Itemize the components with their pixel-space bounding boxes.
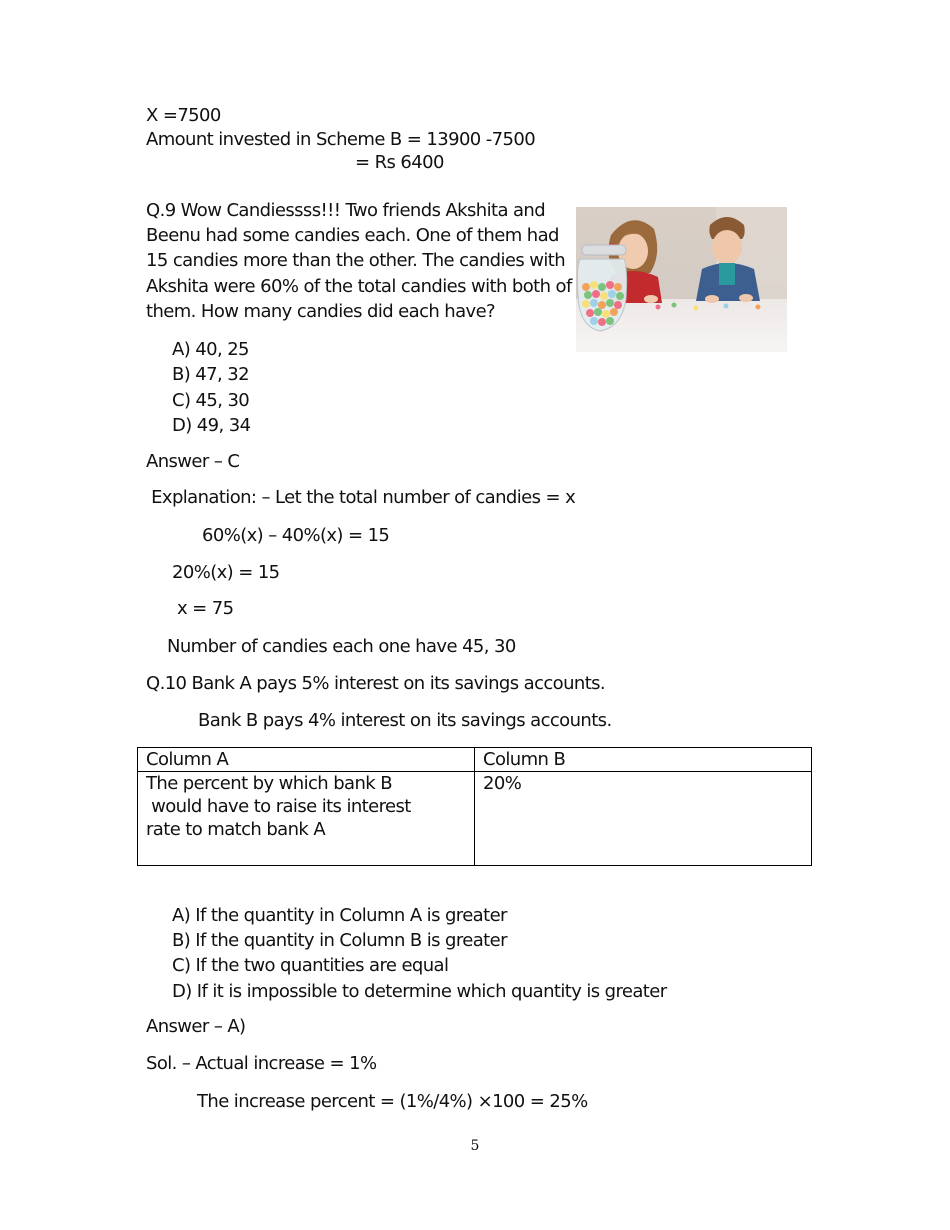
q10-option-a: A) If the quantity in Column A is greater <box>172 905 507 926</box>
q10-options <box>172 903 667 1004</box>
q9-option-a: A) 40, 25 <box>172 339 249 360</box>
q9-step-1: 60%(x) – 40%(x) = 15 <box>202 525 390 546</box>
table-header-row <box>138 748 812 772</box>
q10-question-line-1: Q.10 Bank A pays 5% interest on its savings accounts. <box>146 673 606 694</box>
comparison-table <box>137 747 812 866</box>
column-a-line: The percent by which bank B <box>146 773 392 794</box>
children-candies-photo <box>576 207 787 352</box>
page-number: 5 <box>470 1138 480 1154</box>
scheme-b-result: = Rs 6400 <box>355 152 444 173</box>
q9-option-b: B) 47, 32 <box>172 364 249 386</box>
q9-line: them. How many candies did each have? <box>146 300 496 322</box>
column-b-header: Column B <box>475 748 812 772</box>
q9-options <box>172 337 250 438</box>
q9-step-2: 20%(x) = 15 <box>172 562 280 583</box>
column-b-cell: 20% <box>475 772 812 866</box>
table-row <box>138 772 812 866</box>
q10-option-b: B) If the quantity in Column B is greater <box>172 930 507 952</box>
q10-question-line-2: Bank B pays 4% interest on its savings accounts. <box>198 710 612 731</box>
q9-option-d: D) 49, 34 <box>172 414 251 436</box>
q9-explanation: Explanation: – Let the total number of candies = x <box>146 487 576 508</box>
equation-x-value: X =7500 <box>146 105 221 126</box>
column-a-line: would have to raise its interest <box>146 796 411 817</box>
q10-answer: Answer – A) <box>146 1016 246 1037</box>
q9-answer: Answer – C <box>146 451 240 472</box>
q10-option-c: C) If the two quantities are equal <box>172 955 449 977</box>
column-a-header: Column A <box>138 748 475 772</box>
q9-question <box>146 198 572 324</box>
column-a-cell <box>138 772 475 866</box>
q9-option-c: C) 45, 30 <box>172 389 250 411</box>
q9-line: Beenu had some candies each. One of them had <box>146 225 559 247</box>
q10-solution: Sol. – Actual increase = 1% <box>146 1053 377 1074</box>
q9-step-3: x = 75 <box>177 598 234 619</box>
q9-line: 15 candies more than the other. The candies with <box>146 250 566 272</box>
q9-line: Q.9 Wow Candiessss!!! Two friends Akshita and <box>146 200 546 221</box>
q10-result: The increase percent = (1%/4%) ×100 = 25% <box>197 1091 588 1112</box>
q10-option-d: D) If it is impossible to determine which quantity is greater <box>172 980 667 1002</box>
q9-line: Akshita were 60% of the total candies with both of <box>146 275 572 297</box>
scheme-b-amount: Amount invested in Scheme B = 13900 -7500 <box>146 129 536 150</box>
column-a-line: rate to match bank A <box>146 819 326 840</box>
q9-conclusion: Number of candies each one have 45, 30 <box>167 636 516 657</box>
